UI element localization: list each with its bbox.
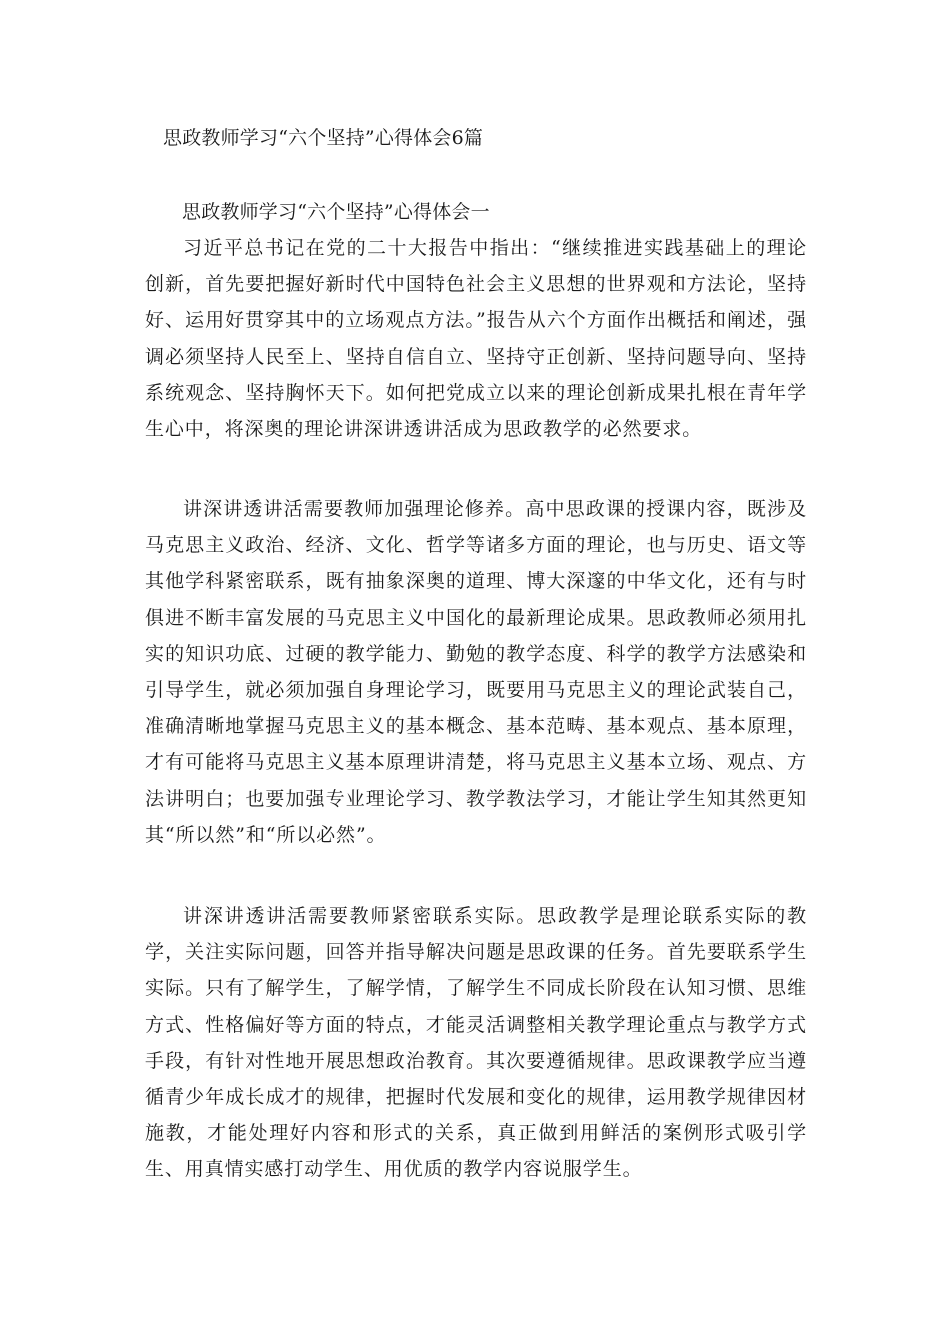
document-title: 思政教师学习“六个坚持”心得体会6篇 [163,127,484,149]
body-paragraph-3: 讲深讲透讲活需要教师紧密联系实际。思政教学是理论联系实际的教学，关注实际问题，回答并指导解决问题是思政课的任务。首先要联系学生实际。只有了解学生，了解学情，了解学生不同成长阶段在认知习惯、思维方式、性格偏好等方面的特点，才能灵活调整相关教学理论重点与教学方式手段，有针对性地开展思想政治教育。其次要遵循规律。思政课教学应当遵循青少年成长成才的规律，把握时代发展和变化的规律，运用教学规律因材施教，才能处理好内容和形式的关系，真正做到用鲜活的案例形式吸引学生、用真情实感打动学生、用优质的教学内容说服学生。 [145,905,807,1181]
section-heading: 思政教师学习“六个坚持”心得体会一 [182,201,490,223]
body-paragraph-1: 习近平总书记在党的二十大报告中指出：“继续推进实践基础上的理论创新，首先要把握好新时代中国特色社会主义思想的世界观和方法论，坚持好、运用好贯穿其中的立场观点方法。”报告从六个方面作出概括和阐述，强调必须坚持人民至上、坚持自信自立、坚持守正创新、坚持问题导向、坚持系统观念、坚持胸怀天下。如何把党成立以来的理论创新成果扎根在青年学生心中，将深奥的理论讲深讲透讲活成为思政教学的必然要求。 [145,237,807,441]
body-paragraph-2: 讲深讲透讲活需要教师加强理论修养。高中思政课的授课内容，既涉及马克思主义政治、经济、文化、哲学等诸多方面的理论，也与历史、语文等其他学科紧密联系，既有抽象深奥的道理、博大深邃的中华文化，还有与时俱进不断丰富发展的马克思主义中国化的最新理论成果。思政教师必须用扎实的知识功底、过硬的教学能力、勤勉的教学态度、科学的教学方法感染和引导学生，就必须加强自身理论学习，既要用马克思主义的理论武装自己，准确清晰地掌握马克思主义的基本概念、基本范畴、基本观点、基本原理，才有可能将马克思主义基本原理讲清楚，将马克思主义基本立场、观点、方法讲明白；也要加强专业理论学习、教学教法学习，才能让学生知其然更知其“所以然”和“所以必然”。 [145,498,807,846]
